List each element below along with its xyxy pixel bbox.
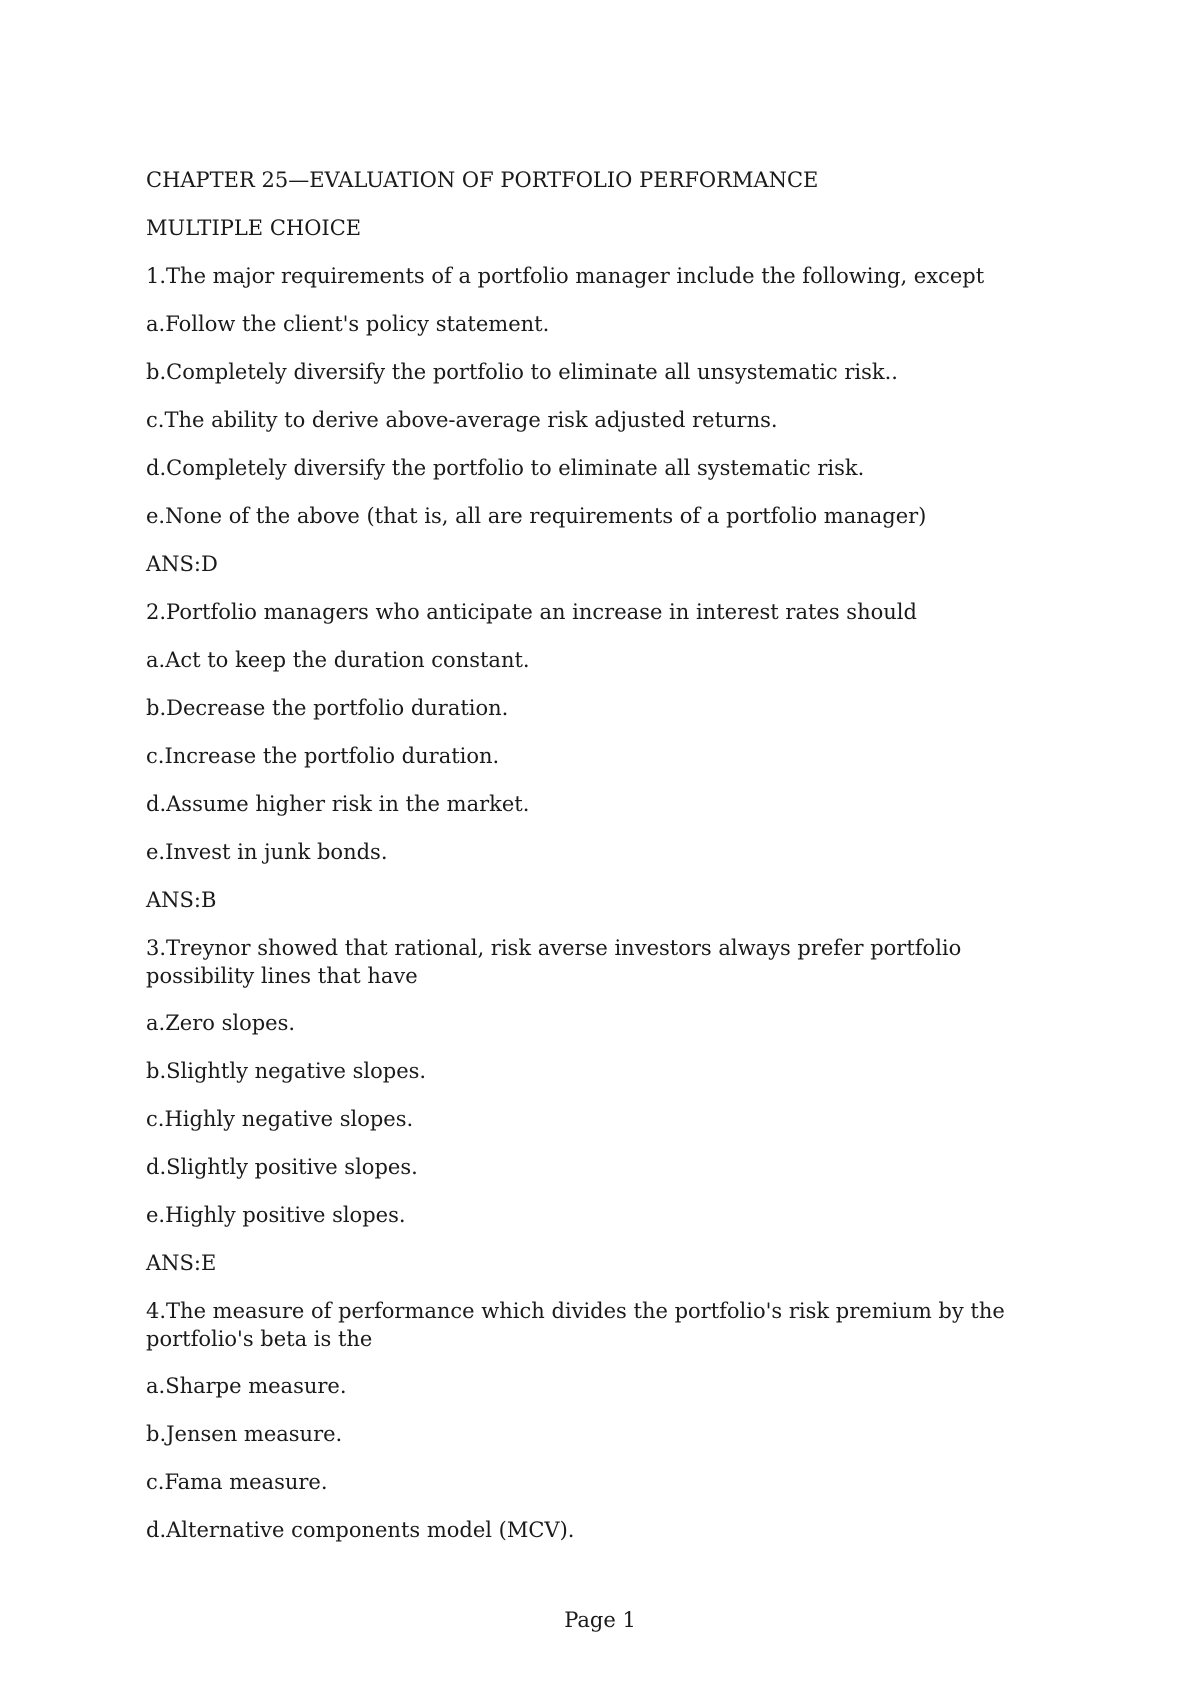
option-1c [146,406,1066,434]
option-text: Slightly positive slopes. [166,1155,418,1179]
option-1a [146,310,1066,338]
answer-2: ANS:B [146,888,217,912]
option-letter: a. [146,648,166,672]
option-3d [146,1153,1066,1181]
question-text: Portfolio managers who anticipate an increase in interest rates should [166,600,917,624]
option-4d [146,1516,1066,1544]
option-letter: b. [146,360,167,384]
answer-1: ANS:D [146,552,218,576]
option-letter: c. [146,1107,165,1131]
question-number: 2. [146,600,167,624]
question-3 [146,934,1066,990]
option-3b [146,1057,1066,1085]
option-4c [146,1468,1066,1496]
option-letter: e. [146,504,166,528]
option-text: Completely diversify the portfolio to eliminate all systematic risk. [166,456,865,480]
option-text: Invest in junk bonds. [165,840,388,864]
option-text: Increase the portfolio duration. [164,744,500,768]
option-text: Alternative components model (MCV). [166,1518,575,1542]
option-2b [146,694,1066,722]
question-text: The major requirements of a portfolio manager include the following, except [166,264,985,288]
question-1 [146,262,1066,290]
option-text: Highly negative slopes. [164,1107,414,1131]
option-letter: d. [146,792,167,816]
option-text: Assume higher risk in the market. [166,792,530,816]
answer-3: ANS:E [146,1251,217,1275]
question-number: 1. [146,264,167,288]
option-1d [146,454,1066,482]
chapter-title: CHAPTER 25—EVALUATION OF PORTFOLIO PERFORMANCE [146,168,819,192]
option-2d [146,790,1066,818]
option-letter: c. [146,744,165,768]
option-letter: e. [146,840,166,864]
question-text: Treynor showed that rational, risk averse investors always prefer portfolio possibility lines that have [146,936,962,988]
option-letter: b. [146,1422,167,1446]
option-letter: a. [146,312,166,336]
option-text: Act to keep the duration constant. [165,648,530,672]
option-letter: b. [146,696,167,720]
option-text: Jensen measure. [166,1422,343,1446]
option-1e [146,502,1066,530]
option-letter: d. [146,456,167,480]
option-3e [146,1201,1066,1229]
option-text: Sharpe measure. [165,1374,347,1398]
option-text: Decrease the portfolio duration. [166,696,509,720]
page-number: Page 1 [564,1608,636,1632]
option-letter: a. [146,1374,166,1398]
question-number: 3. [146,936,167,960]
option-text: The ability to derive above-average risk adjusted returns. [164,408,778,432]
option-4b [146,1420,1066,1448]
option-text: Fama measure. [164,1470,328,1494]
option-3a [146,1009,1066,1037]
option-2e [146,838,1066,866]
option-letter: b. [146,1059,167,1083]
option-letter: e. [146,1203,166,1227]
page-footer [0,1606,1200,1634]
option-letter: d. [146,1155,167,1179]
option-2c [146,742,1066,770]
option-letter: a. [146,1011,166,1035]
question-2 [146,598,1066,626]
option-4a [146,1372,1066,1400]
option-2a [146,646,1066,674]
section-title: MULTIPLE CHOICE [146,216,362,240]
question-text: The measure of performance which divides the portfolio's risk premium by the portfolio's beta is the [146,1299,1005,1351]
question-number: 4. [146,1299,167,1323]
option-letter: c. [146,1470,165,1494]
option-text: Zero slopes. [165,1011,296,1035]
question-4 [146,1297,1066,1353]
option-1b [146,358,1066,386]
option-letter: d. [146,1518,167,1542]
document-body [146,166,1066,1564]
option-text: Slightly negative slopes. [166,1059,427,1083]
option-text: Follow the client's policy statement. [165,312,550,336]
option-3c [146,1105,1066,1133]
option-text: Completely diversify the portfolio to eliminate all unsystematic risk.. [166,360,898,384]
option-text: Highly positive slopes. [165,1203,406,1227]
option-letter: c. [146,408,165,432]
option-text: None of the above (that is, all are requirements of a portfolio manager) [165,504,927,528]
